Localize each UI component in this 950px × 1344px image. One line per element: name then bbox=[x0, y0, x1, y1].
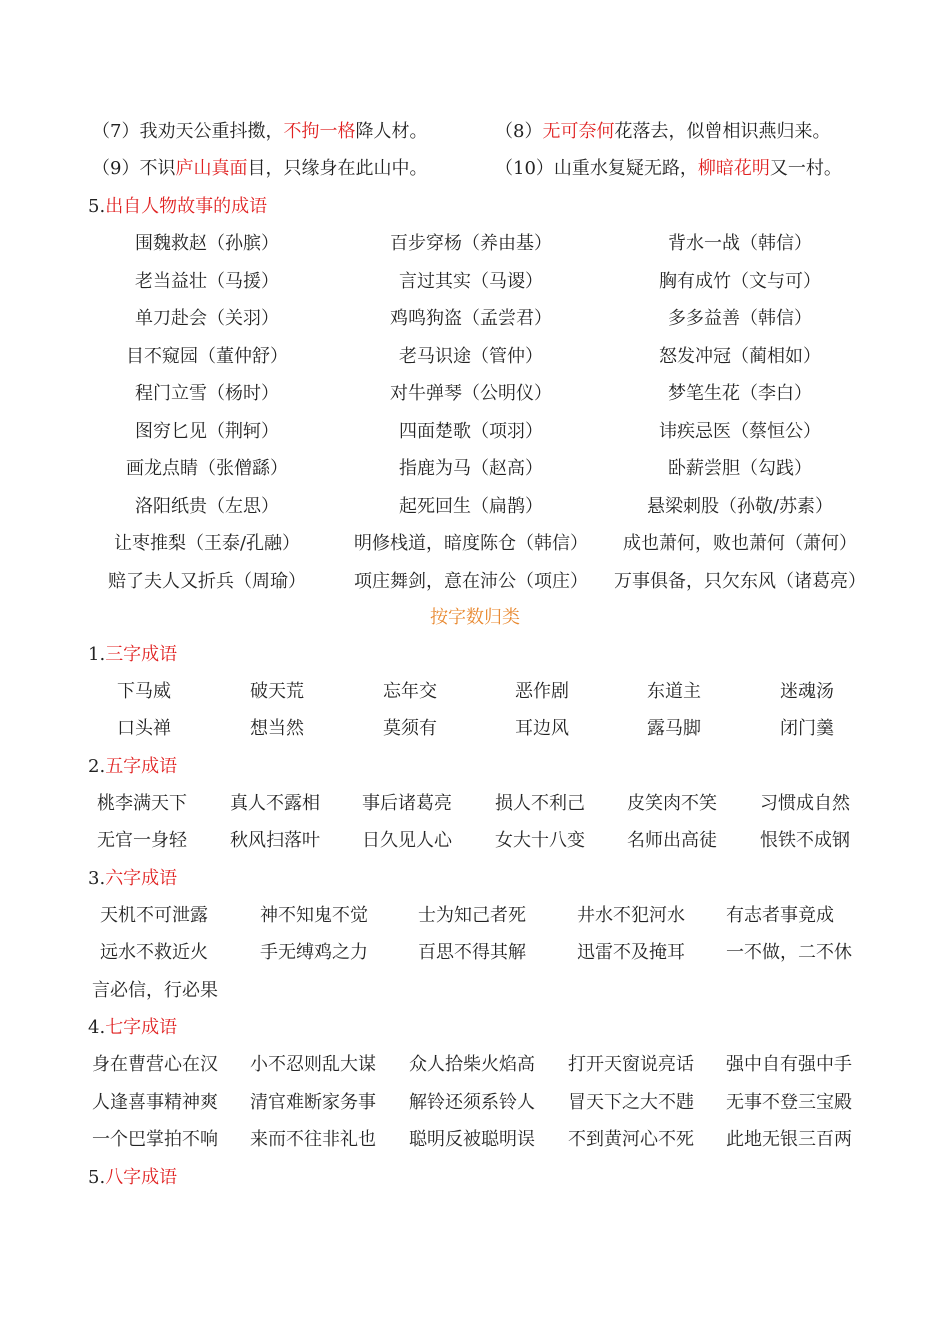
idiom-cell: 远水不救近火 bbox=[100, 942, 208, 963]
idiom-cell: 百思不得其解 bbox=[418, 942, 526, 963]
idiom-cell: 众人拾柴火焰高 bbox=[409, 1054, 535, 1075]
poem-line-8: （8）无可奈何花落去，似曾相识燕归来。 bbox=[495, 121, 831, 142]
idiom-cell: 目不窥园（董仲舒） bbox=[126, 345, 288, 367]
idiom-cell: 此地无银三百两 bbox=[726, 1129, 852, 1150]
idiom-cell: 项庄舞剑，意在沛公（项庄） bbox=[354, 570, 588, 592]
idiom-cell: 解铃还须系铃人 bbox=[409, 1091, 535, 1113]
idiom-cell: 闭门羹 bbox=[780, 718, 834, 739]
idiom-cell: 卧薪尝胆（勾践） bbox=[668, 458, 812, 479]
idiom-cell: 损人不利己 bbox=[495, 793, 585, 814]
idiom-cell: 赔了夫人又折兵（周瑜） bbox=[108, 570, 306, 592]
idiom-row bbox=[0, 791, 950, 817]
idiom-cell: 单刀赴会（关羽） bbox=[135, 308, 279, 329]
idiom-cell: 梦笔生花（李白） bbox=[668, 383, 812, 404]
idiom-cell: 一不做，二不休 bbox=[726, 942, 852, 963]
idiom-row bbox=[0, 231, 950, 257]
idiom-row bbox=[0, 344, 950, 370]
idiom-cell: 无事不登三宝殿 bbox=[726, 1091, 852, 1113]
idiom-cell: 小不忍则乱大谋 bbox=[250, 1054, 376, 1075]
idiom-cell: 想当然 bbox=[250, 718, 304, 739]
idiom-cell: 恶作剧 bbox=[515, 681, 569, 702]
idiom-cell: 井水不犯河水 bbox=[577, 905, 685, 926]
idiom-cell: 习惯成自然 bbox=[760, 793, 850, 814]
idiom-cell: 一个巴掌拍不响 bbox=[92, 1129, 218, 1150]
section-heading-story: 5.出自人物故事的成语 bbox=[88, 196, 268, 217]
idiom-cell: 程门立雪（杨时） bbox=[135, 383, 279, 404]
idiom-cell: 士为知己者死 bbox=[418, 905, 526, 926]
idiom-cell: 老马识途（管仲） bbox=[399, 345, 543, 367]
idiom-cell: 万事俱备，只欠东风（诸葛亮） bbox=[614, 570, 866, 592]
idiom-cell: 胸有成竹（文与可） bbox=[659, 270, 821, 292]
idiom-row bbox=[0, 419, 950, 445]
idiom-row bbox=[0, 381, 950, 407]
idiom-cell: 让枣推梨（王泰/孔融） bbox=[113, 533, 301, 554]
idiom-cell: 人逢喜事精神爽 bbox=[92, 1091, 218, 1113]
idiom-cell: 清官难断家务事 bbox=[250, 1091, 376, 1113]
idiom-cell: 迷魂汤 bbox=[780, 681, 834, 702]
idiom-cell: 事后诸葛亮 bbox=[362, 793, 452, 814]
idiom-cell: 百步穿杨（养由基） bbox=[390, 233, 552, 254]
section-heading-5char: 2.五字成语 bbox=[88, 756, 178, 777]
idiom-row bbox=[0, 1127, 950, 1153]
section-heading-6char: 3.六字成语 bbox=[88, 868, 178, 889]
idiom-row bbox=[0, 1090, 950, 1116]
poem-line-7: （7）我劝天公重抖擞，不拘一格降人材。 bbox=[92, 121, 428, 142]
idiom-cell: 神不知鬼不觉 bbox=[260, 905, 368, 926]
idiom-row bbox=[0, 828, 950, 854]
idiom-cell: 破天荒 bbox=[250, 681, 304, 702]
idiom-row bbox=[0, 531, 950, 557]
idiom-cell: 莫须有 bbox=[383, 718, 437, 739]
idiom-cell: 围魏救赵（孙膑） bbox=[135, 233, 279, 254]
idiom-cell: 迅雷不及掩耳 bbox=[577, 942, 685, 963]
idiom-row bbox=[0, 269, 950, 295]
idiom-cell: 背水一战（韩信） bbox=[668, 233, 812, 254]
idiom-cell: 对牛弹琴（公明仪） bbox=[390, 383, 552, 404]
idiom-cell: 怒发冲冠（蔺相如） bbox=[659, 345, 821, 367]
idiom-cell: 有志者事竟成 bbox=[726, 905, 834, 926]
idiom-row bbox=[0, 494, 950, 520]
idiom-cell: 女大十八变 bbox=[495, 830, 585, 851]
idiom-cell: 露马脚 bbox=[647, 718, 701, 739]
idiom-row bbox=[0, 716, 950, 742]
idiom-cell: 鸡鸣狗盗（孟尝君） bbox=[390, 308, 552, 329]
idiom-cell: 明修栈道，暗度陈仓（韩信） bbox=[354, 533, 588, 554]
idiom-cell: 桃李满天下 bbox=[97, 793, 187, 814]
idiom-cell: 打开天窗说亮话 bbox=[568, 1054, 694, 1075]
idiom-cell: 聪明反被聪明误 bbox=[409, 1129, 535, 1150]
poem-row-1 bbox=[0, 119, 950, 145]
idiom-row bbox=[0, 306, 950, 332]
section-title-by-count: 按字数归类 bbox=[430, 607, 520, 628]
six-char-extra-row bbox=[0, 978, 950, 1004]
poem-line-10: （10）山重水复疑无路，柳暗花明又一村。 bbox=[495, 158, 842, 179]
idiom-cell: 秋风扫落叶 bbox=[230, 830, 320, 851]
idiom-cell: 言过其实（马谡） bbox=[399, 270, 543, 292]
idiom-cell: 冒天下之大不韪 bbox=[568, 1091, 694, 1113]
idiom-cell: 起死回生（扁鹊） bbox=[399, 495, 543, 517]
idiom-cell: 四面楚歌（项羽） bbox=[399, 420, 543, 442]
idiom-cell: 多多益善（韩信） bbox=[668, 308, 812, 329]
idiom-cell: 强中自有强中手 bbox=[726, 1054, 852, 1075]
idiom-cell: 指鹿为马（赵高） bbox=[399, 458, 543, 479]
idiom-cell: 忘年交 bbox=[383, 681, 437, 702]
poem-line-9: （9）不识庐山真面目，只缘身在此山中。 bbox=[92, 158, 428, 179]
idiom-row bbox=[0, 679, 950, 705]
idiom-cell: 下马威 bbox=[117, 681, 171, 702]
idiom-cell: 天机不可泄露 bbox=[100, 905, 208, 926]
idiom-row bbox=[0, 1052, 950, 1078]
idiom-cell: 名师出高徒 bbox=[627, 830, 717, 851]
idiom-cell: 无官一身轻 bbox=[97, 830, 187, 851]
poem-row-2 bbox=[0, 156, 950, 182]
idiom-cell: 洛阳纸贵（左思） bbox=[135, 495, 279, 517]
section-heading-8char: 5.八字成语 bbox=[88, 1167, 178, 1188]
section-heading-7char: 4.七字成语 bbox=[88, 1017, 178, 1038]
idiom-cell: 耳边风 bbox=[515, 718, 569, 739]
idiom-cell: 口头禅 bbox=[117, 718, 171, 739]
idiom-cell: 不到黄河心不死 bbox=[568, 1129, 694, 1150]
idiom-cell: 悬梁刺股（孙敬/苏素） bbox=[646, 495, 834, 517]
idiom-cell: 老当益壮（马援） bbox=[135, 270, 279, 292]
idiom-row bbox=[0, 569, 950, 595]
idiom-cell: 成也萧何，败也萧何（萧何） bbox=[623, 533, 857, 554]
idiom-row bbox=[0, 940, 950, 966]
idiom-cell: 真人不露相 bbox=[230, 793, 320, 814]
idiom-cell: 图穷匕见（荆轲） bbox=[135, 420, 279, 442]
idiom-cell: 画龙点睛（张僧繇） bbox=[126, 458, 288, 479]
idiom-row bbox=[0, 903, 950, 929]
idiom-cell: 皮笑肉不笑 bbox=[627, 793, 717, 814]
idiom-cell: 言必信，行必果 bbox=[92, 980, 218, 1001]
idiom-cell: 日久见人心 bbox=[362, 830, 452, 851]
idiom-cell: 恨铁不成钢 bbox=[760, 830, 850, 851]
section-heading-3char: 1.三字成语 bbox=[88, 644, 178, 665]
idiom-cell: 东道主 bbox=[647, 681, 701, 702]
idiom-cell: 讳疾忌医（蔡恒公） bbox=[659, 420, 821, 442]
idiom-cell: 身在曹营心在汉 bbox=[92, 1054, 218, 1075]
idiom-cell: 来而不往非礼也 bbox=[250, 1129, 376, 1150]
idiom-row bbox=[0, 456, 950, 482]
idiom-cell: 手无缚鸡之力 bbox=[260, 942, 368, 963]
